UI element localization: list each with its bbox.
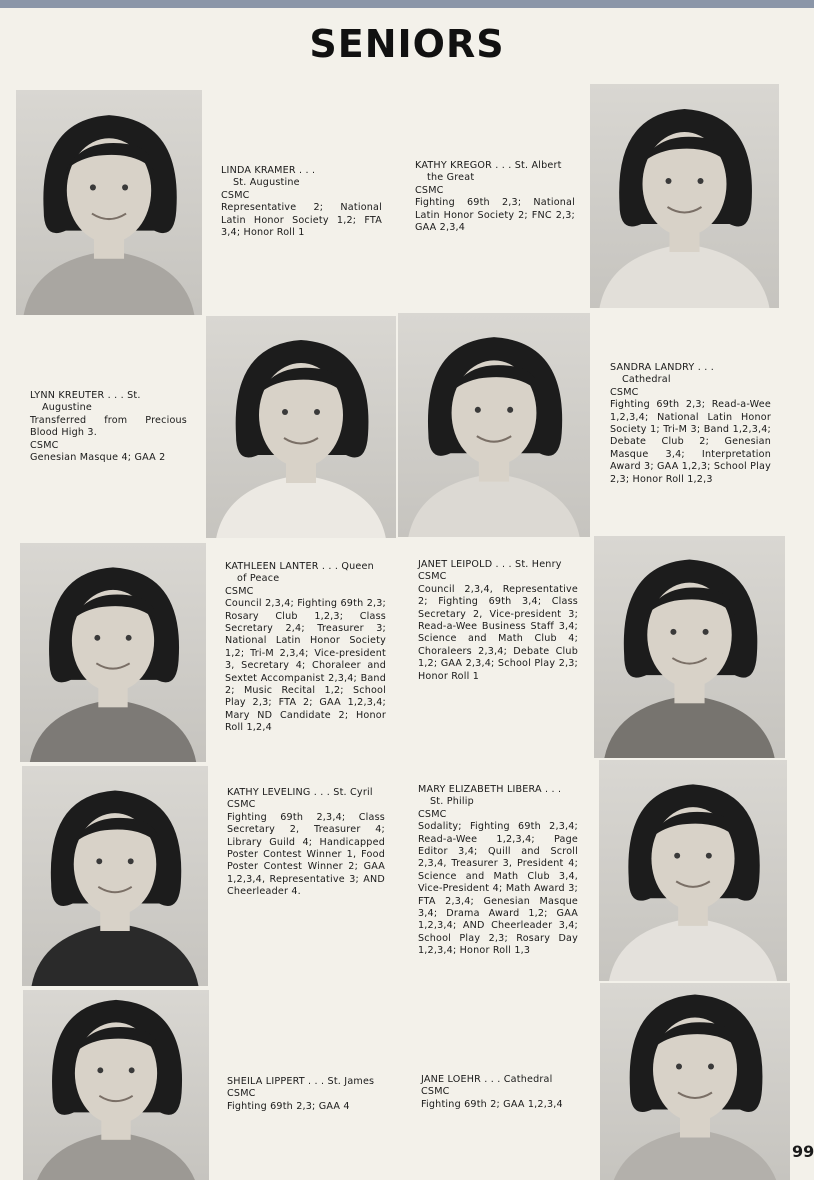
portrait-illustration [599,760,787,981]
student-org: CSMC [225,585,254,597]
student-activities: Sodality; Fighting 69th 2,3,4; Read-a-Wee 1,2,3,4; Page Editor 3,4; Quill and Scroll 2,3,4, Treasurer 3, President 4; Science and Math Club 3,4, Vice-President 4; Math Award 3; FTA 2,3,4; Genesian Masque 3,4; Drama Award 1,2; GAA 1,2,3,4; AND Cheerleader 3,4; School Play 2,3; Rosary Day 1,2,3,4; Honor Roll 1,3 [418,821,578,957]
page-title: SENIORS [309,22,505,66]
portrait-kathy-leveling [22,766,208,986]
student-org: CSMC [221,189,250,201]
portrait-illustration [16,90,202,315]
portrait-sandra-landry [398,313,590,537]
eye-right-shape [698,178,704,184]
student-name: SHEILA LIPPERT . . . St. James [227,1076,375,1087]
entry-sheila-lippert [227,1076,387,1113]
shoulders-shape [604,695,775,758]
portrait-illustration [22,766,208,986]
eye-left-shape [475,407,481,413]
shoulders-shape [32,923,199,986]
eye-right-shape [706,853,712,859]
student-activities: Fighting 69th 2,3,4; Class Secretary 2, Treasurer 4; Library Guild 4; Handicapped Poster Contest Winner 1, Food Poster Contest Winner 2; GAA 1,2,3,4, Representative 3; AND Cheerleader 4. [227,811,385,898]
student-name: KATHY KREGOR . . . St. Albert [415,160,562,171]
student-activities: Fighting 69th 2,3; GAA 4 [227,1100,350,1112]
eye-right-shape [703,629,709,635]
portrait-illustration [23,990,209,1180]
eye-left-shape [676,1064,682,1070]
eye-right-shape [122,184,128,190]
student-activities: Fighting 69th 2,3; Read-a-Wee 1,2,3,4; National Latin Honor Society 1; Tri-M 3; Band 1,2,3,4; Debate Club 2; Genesian Masque 3,4; Interpretation Award 3; GAA 1,2,3; School Play 2,3; Honor Roll 1,2,3 [610,399,771,485]
student-activities: Council 2,3,4; Fighting 69th 2,3; Rosary Club 1,2,3; Class Secretary 2,4; Treasurer 3; National Latin Honor Society 1,2; Tri-M 2,3,4; Vice-president 3, Secretary 4; Choraleer and Sextet Accompanist 2,3,4; Band 2; Music Recital 1,2; School Play 2,3; FTA 2; GAA 1,2,3,4; Mary ND Candidate 2; Honor Roll 1,2,4 [225,598,386,734]
student-name: SANDRA LANDRY . . . [610,362,714,373]
student-org: CSMC [421,1086,450,1098]
eye-left-shape [666,178,672,184]
eye-left-shape [96,858,102,864]
student-activities: Council 2,3,4, Representative 2; Fighting 69th 3,4; Class Secretary 2, Vice-president 3; Read-a-Wee Business Staff 3,4; Science and Math Club 4; Choraleers 2,3,4; Debate Club 1,2; GAA 2,3,4; School Play 2,3; Honor Roll 1 [418,583,578,682]
student-parish: Augustine [42,402,93,414]
student-activities: Genesian Masque 4; GAA 2 [30,452,166,464]
entry-lynn-kreuter [30,390,187,464]
shoulders-shape [600,244,770,308]
student-activities: Representative 2; National Latin Honor Society 1,2; FTA 3,4; Honor Roll 1 [221,202,382,239]
student-org: CSMC [418,571,447,583]
portrait-illustration [594,536,785,758]
entry-linda-kramer [221,165,382,239]
student-org: CSMC [227,799,256,811]
eye-right-shape [129,1067,135,1073]
portrait-janet-leipold [594,536,785,758]
portrait-kathy-kregor [590,84,779,308]
entry-kathy-kregor [415,160,575,234]
student-note: Transferred from Precious Blood High 3. [30,414,187,439]
shoulders-shape [216,475,386,538]
student-name: KATHY LEVELING . . . St. Cyril [227,787,373,798]
student-org: CSMC [415,184,444,196]
student-name: LINDA KRAMER . . . [221,165,316,176]
eye-left-shape [97,1067,103,1073]
student-name: JANET LEIPOLD . . . St. Henry [418,559,562,570]
student-parish: St. Augustine [233,177,300,189]
portrait-illustration [20,543,206,762]
portrait-illustration [600,983,790,1180]
eye-left-shape [674,853,680,859]
entry-mary-elizabeth-libera [418,784,578,958]
eye-right-shape [128,858,134,864]
student-org: CSMC [418,808,447,820]
entry-jane-loehr [421,1074,586,1111]
portrait-kathleen-lanter [20,543,206,762]
portrait-lynn-kreuter [206,316,396,538]
student-activities: Fighting 69th 2,3; National Latin Honor Society 2; FNC 2,3; GAA 2,3,4 [415,197,575,234]
eye-left-shape [670,629,676,635]
student-name: JANE LOEHR . . . Cathedral [421,1074,553,1085]
student-parish: of Peace [237,573,280,585]
shoulders-shape [24,251,195,315]
student-name: LYNN KREUTER . . . St. [30,390,141,401]
page-top-edge [0,0,814,8]
student-org: CSMC [227,1088,256,1100]
eye-right-shape [507,407,513,413]
entry-kathleen-lanter [225,561,386,735]
student-parish: the Great [427,172,475,184]
student-parish: Cathedral [622,374,671,386]
portrait-sheila-lippert [23,990,209,1180]
portrait-linda-kramer [16,90,202,315]
portrait-jane-loehr [600,983,790,1180]
eye-right-shape [314,409,320,415]
student-org: CSMC [30,439,59,451]
portrait-illustration [206,316,396,538]
student-org: CSMC [610,386,639,398]
eye-left-shape [90,184,96,190]
eye-left-shape [282,409,288,415]
page-number: 99 [792,1142,814,1161]
entry-janet-leipold [418,559,578,683]
shoulders-shape [408,474,580,537]
student-name: KATHLEEN LANTER . . . Queen [225,561,374,572]
student-parish: St. Philip [430,796,474,808]
eye-left-shape [94,635,100,641]
shoulders-shape [609,918,777,981]
eye-right-shape [708,1064,714,1070]
portrait-illustration [590,84,779,308]
entry-kathy-leveling [227,787,385,899]
entry-sandra-landry [610,362,771,486]
student-name: MARY ELIZABETH LIBERA . . . [418,784,562,795]
shoulders-shape [30,699,196,762]
portrait-illustration [398,313,590,537]
portrait-mary-elizabeth-libera [599,760,787,981]
student-activities: Fighting 69th 2; GAA 1,2,3,4 [421,1098,563,1110]
eye-right-shape [126,635,132,641]
